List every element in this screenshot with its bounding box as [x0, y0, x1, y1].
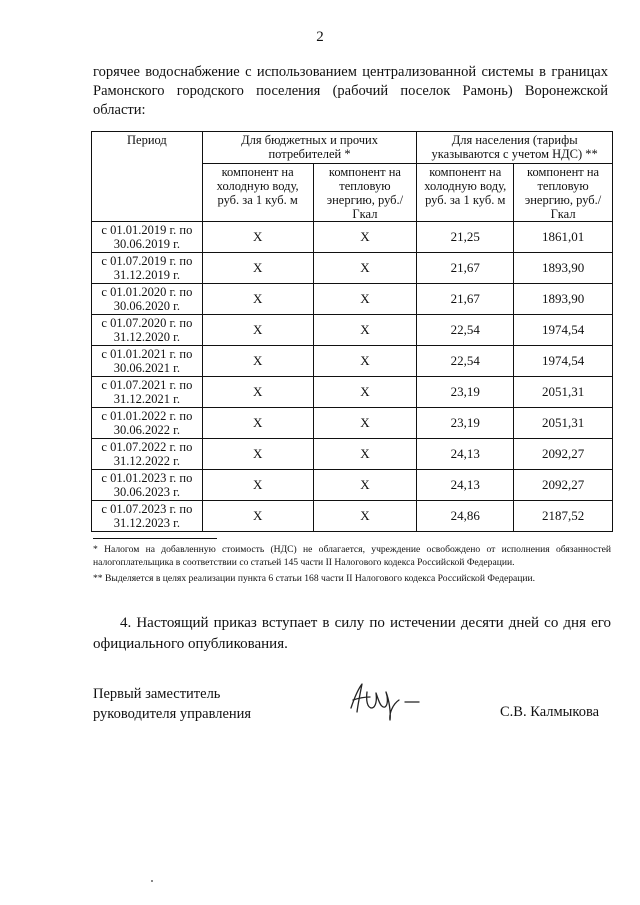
header-period: Период — [92, 132, 203, 222]
cell-population-heat: 1893,90 — [514, 253, 613, 284]
cell-budget-water: Х — [202, 501, 313, 532]
header-group-population: Для населения (тарифы указываются с учетом НДС) ** — [417, 132, 613, 164]
cell-population-water: 23,19 — [417, 377, 514, 408]
cell-population-water: 21,67 — [417, 253, 514, 284]
table-row — [92, 439, 613, 470]
table-row — [92, 284, 613, 315]
cell-period: с 01.07.2020 г. по 31.12.2020 г. — [92, 315, 203, 346]
cell-period: с 01.01.2023 г. по 30.06.2023 г. — [92, 470, 203, 501]
cell-budget-heat: Х — [313, 470, 417, 501]
cell-period: с 01.01.2020 г. по 30.06.2020 г. — [92, 284, 203, 315]
cell-population-heat: 2092,27 — [514, 439, 613, 470]
cell-period: с 01.07.2022 г. по 31.12.2022 г. — [92, 439, 203, 470]
cell-population-water: 23,19 — [417, 408, 514, 439]
cell-budget-heat: Х — [313, 222, 417, 253]
cell-population-water: 24,13 — [417, 439, 514, 470]
cell-budget-water: Х — [202, 439, 313, 470]
cell-budget-water: Х — [202, 253, 313, 284]
footnote-vat-included: ** Выделяется в целях реализации пункта 6 статьи 168 части II Налогового кодекса Российской Федерации. — [93, 573, 536, 584]
handwritten-signature — [345, 678, 440, 723]
scan-speck — [151, 880, 153, 882]
table-row — [92, 346, 613, 377]
cell-budget-water: Х — [202, 377, 313, 408]
cell-population-heat: 1861,01 — [514, 222, 613, 253]
table-row — [92, 315, 613, 346]
cell-budget-heat: Х — [313, 408, 417, 439]
cell-population-heat: 2051,31 — [514, 408, 613, 439]
tariff-table — [91, 131, 613, 532]
header-sub-budget-heat: компонент на тепловую энергию, руб./Гкал — [313, 164, 417, 222]
cell-period: с 01.07.2021 г. по 31.12.2021 г. — [92, 377, 203, 408]
cell-population-heat: 2092,27 — [514, 470, 613, 501]
cell-budget-heat: Х — [313, 346, 417, 377]
cell-population-water: 21,67 — [417, 284, 514, 315]
cell-period: с 01.01.2022 г. по 30.06.2022 г. — [92, 408, 203, 439]
cell-population-water: 22,54 — [417, 346, 514, 377]
cell-population-heat: 2051,31 — [514, 377, 613, 408]
cell-period: с 01.07.2019 г. по 31.12.2019 г. — [92, 253, 203, 284]
header-group-budget: Для бюджетных и прочих потребителей * — [202, 132, 417, 164]
table-row — [92, 501, 613, 532]
table-row — [92, 377, 613, 408]
cell-budget-water: Х — [202, 315, 313, 346]
signatory-title-line1: Первый заместитель — [93, 686, 221, 702]
cell-budget-heat: Х — [313, 315, 417, 346]
signatory-name: С.В. Калмыкова — [500, 704, 600, 720]
header-sub-population-heat: компонент на тепловую энергию, руб./Гкал — [514, 164, 613, 222]
cell-period: с 01.01.2019 г. по 30.06.2019 г. — [92, 222, 203, 253]
cell-population-water: 21,25 — [417, 222, 514, 253]
cell-budget-heat: Х — [313, 377, 417, 408]
cell-population-heat: 2187,52 — [514, 501, 613, 532]
cell-budget-heat: Х — [313, 253, 417, 284]
clause-4: 4. Настоящий приказ вступает в силу по истечении десяти дней со дня его официального опубликования. — [93, 615, 611, 652]
footnote-vat-exempt: * Налогом на добавленную стоимость (НДС) не облагается, учреждение освобождено от исполнения обязанностей налогоплательщика в соответствии со статьей 145 части II Налогового кодекса Российской Федерации. — [93, 544, 611, 568]
footnote-rule — [93, 538, 217, 539]
cell-population-water: 24,86 — [417, 501, 514, 532]
page-number: 2 — [316, 29, 324, 45]
footnotes — [93, 543, 611, 588]
cell-population-heat: 1974,54 — [514, 315, 613, 346]
header-sub-budget-water: компонент на холодную воду, руб. за 1 куб. м — [202, 164, 313, 222]
cell-budget-heat: Х — [313, 284, 417, 315]
signatory-title-line2: руководителя управления — [93, 706, 252, 722]
cell-budget-water: Х — [202, 284, 313, 315]
cell-population-water: 22,54 — [417, 315, 514, 346]
cell-budget-heat: Х — [313, 439, 417, 470]
cell-budget-water: Х — [202, 346, 313, 377]
cell-budget-water: Х — [202, 470, 313, 501]
intro-paragraph: горячее водоснабжение с использованием централизованной системы в границах Рамонского городского поселения (рабочий поселок Рамонь) Воронежской области: — [93, 64, 608, 118]
table-row — [92, 253, 613, 284]
table-row — [92, 470, 613, 501]
table-row — [92, 222, 613, 253]
table-row — [92, 408, 613, 439]
header-sub-population-water: компонент на холодную воду, руб. за 1 куб. м — [417, 164, 514, 222]
cell-population-water: 24,13 — [417, 470, 514, 501]
cell-period: с 01.07.2023 г. по 31.12.2023 г. — [92, 501, 203, 532]
cell-population-heat: 1974,54 — [514, 346, 613, 377]
cell-period: с 01.01.2021 г. по 30.06.2021 г. — [92, 346, 203, 377]
cell-budget-water: Х — [202, 408, 313, 439]
cell-budget-water: Х — [202, 222, 313, 253]
cell-population-heat: 1893,90 — [514, 284, 613, 315]
signatory-title — [93, 684, 251, 724]
cell-budget-heat: Х — [313, 501, 417, 532]
